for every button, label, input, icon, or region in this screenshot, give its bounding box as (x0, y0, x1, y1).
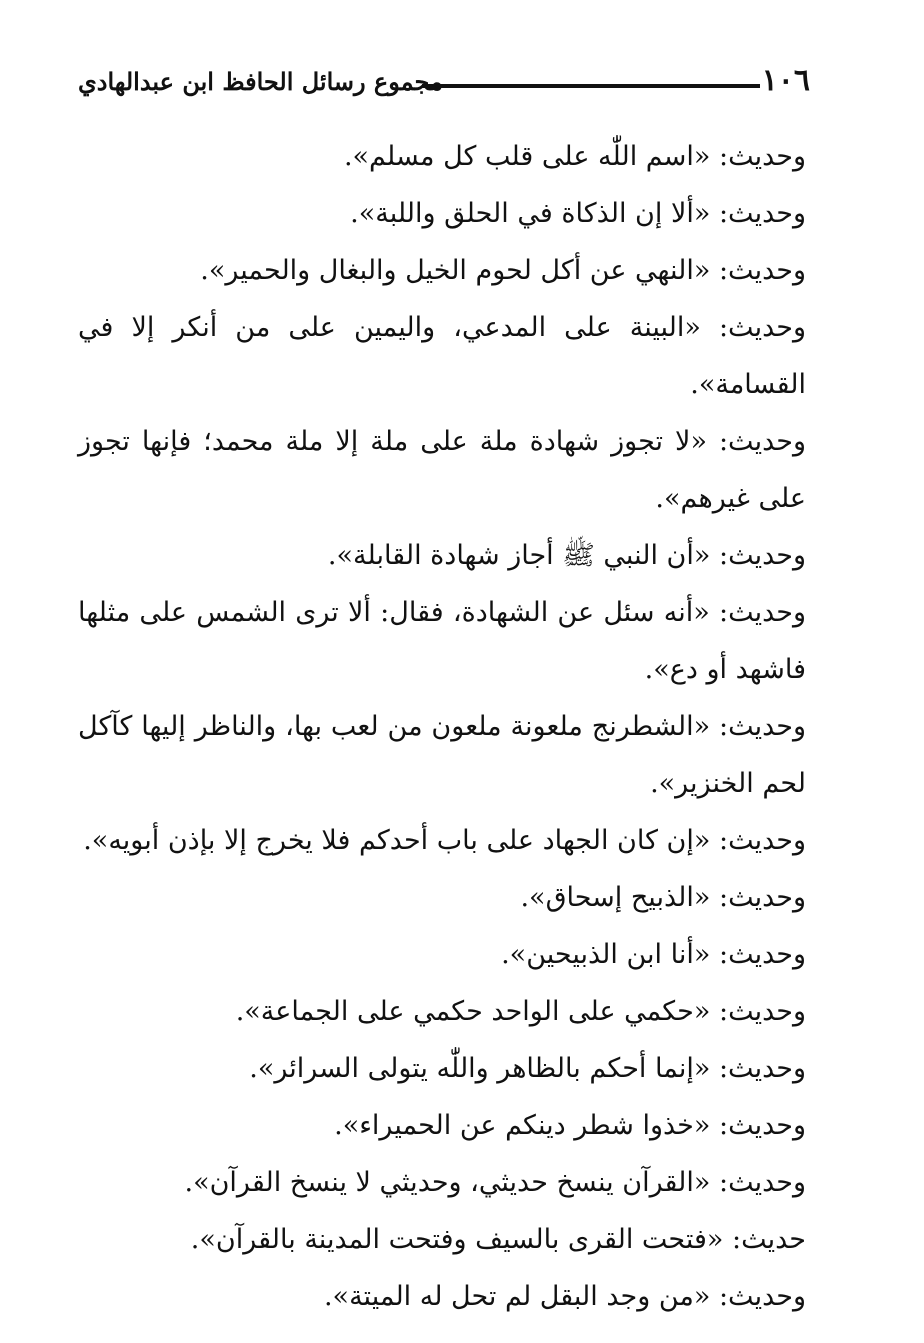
header-rule (422, 84, 760, 88)
hadith-entry: وحديث: «أنه سئل عن الشهادة، فقال: ألا ترى الشمس على مثلها فاشهد أو دع». (78, 597, 806, 685)
hadith-entry: وحديث: «الشطرنج ملعونة ملعون من لعب بها، والناظر إليها كآكل لحم الخنزير». (78, 711, 806, 799)
hadith-entry: وحديث: «البينة على المدعي، واليمين على من أنكر إلا في القسامة». (78, 312, 806, 400)
hadith-entry: وحديث: «النهي عن أكل لحوم الخيل والبغال والحمير». (200, 255, 806, 286)
page-body (78, 128, 806, 1325)
page-number: ١٠٦ (761, 63, 810, 98)
hadith-entry: وحديث: «القرآن ينسخ حديثي، وحديثي لا ينسخ القرآن». (184, 1167, 806, 1198)
running-title: مجموع رسائل الحافظ ابن عبدالهادي (78, 67, 443, 96)
hadith-entry: وحديث: «من وجد البقل لم تحل له الميتة». (323, 1281, 806, 1312)
hadith-entry: وحديث: «أن النبي ﷺ أجاز شهادة القابلة». (327, 540, 806, 571)
page-header (78, 62, 818, 102)
hadith-entry: وحديث: «ألا إن الذكاة في الحلق واللبة». (350, 198, 806, 229)
hadith-entry: وحديث: «إنما أحكم بالظاهر واللّٰه يتولى السرائر». (249, 1053, 806, 1084)
hadith-entry: وحديث: «الذبيح إسحاق». (520, 882, 806, 913)
hadith-entry: وحديث: «خذوا شطر دينكم عن الحميراء». (334, 1110, 806, 1141)
hadith-entry: وحديث: «إن كان الجهاد على باب أحدكم فلا يخرج إلا بإذن أبويه». (83, 825, 806, 856)
hadith-entry: وحديث: «أنا ابن الذبيحين». (501, 939, 806, 970)
hadith-entry: وحديث: «حكمي على الواحد حكمي على الجماعة». (235, 996, 806, 1027)
hadith-entry: وحديث: «لا تجوز شهادة ملة على ملة إلا ملة محمد؛ فإنها تجوز على غيرهم». (78, 426, 806, 514)
hadith-entry: حديث: «فتحت القرى بالسيف وفتحت المدينة بالقرآن». (190, 1224, 806, 1255)
hadith-entry: وحديث: «اسم اللّٰه على قلب كل مسلم». (343, 141, 806, 172)
